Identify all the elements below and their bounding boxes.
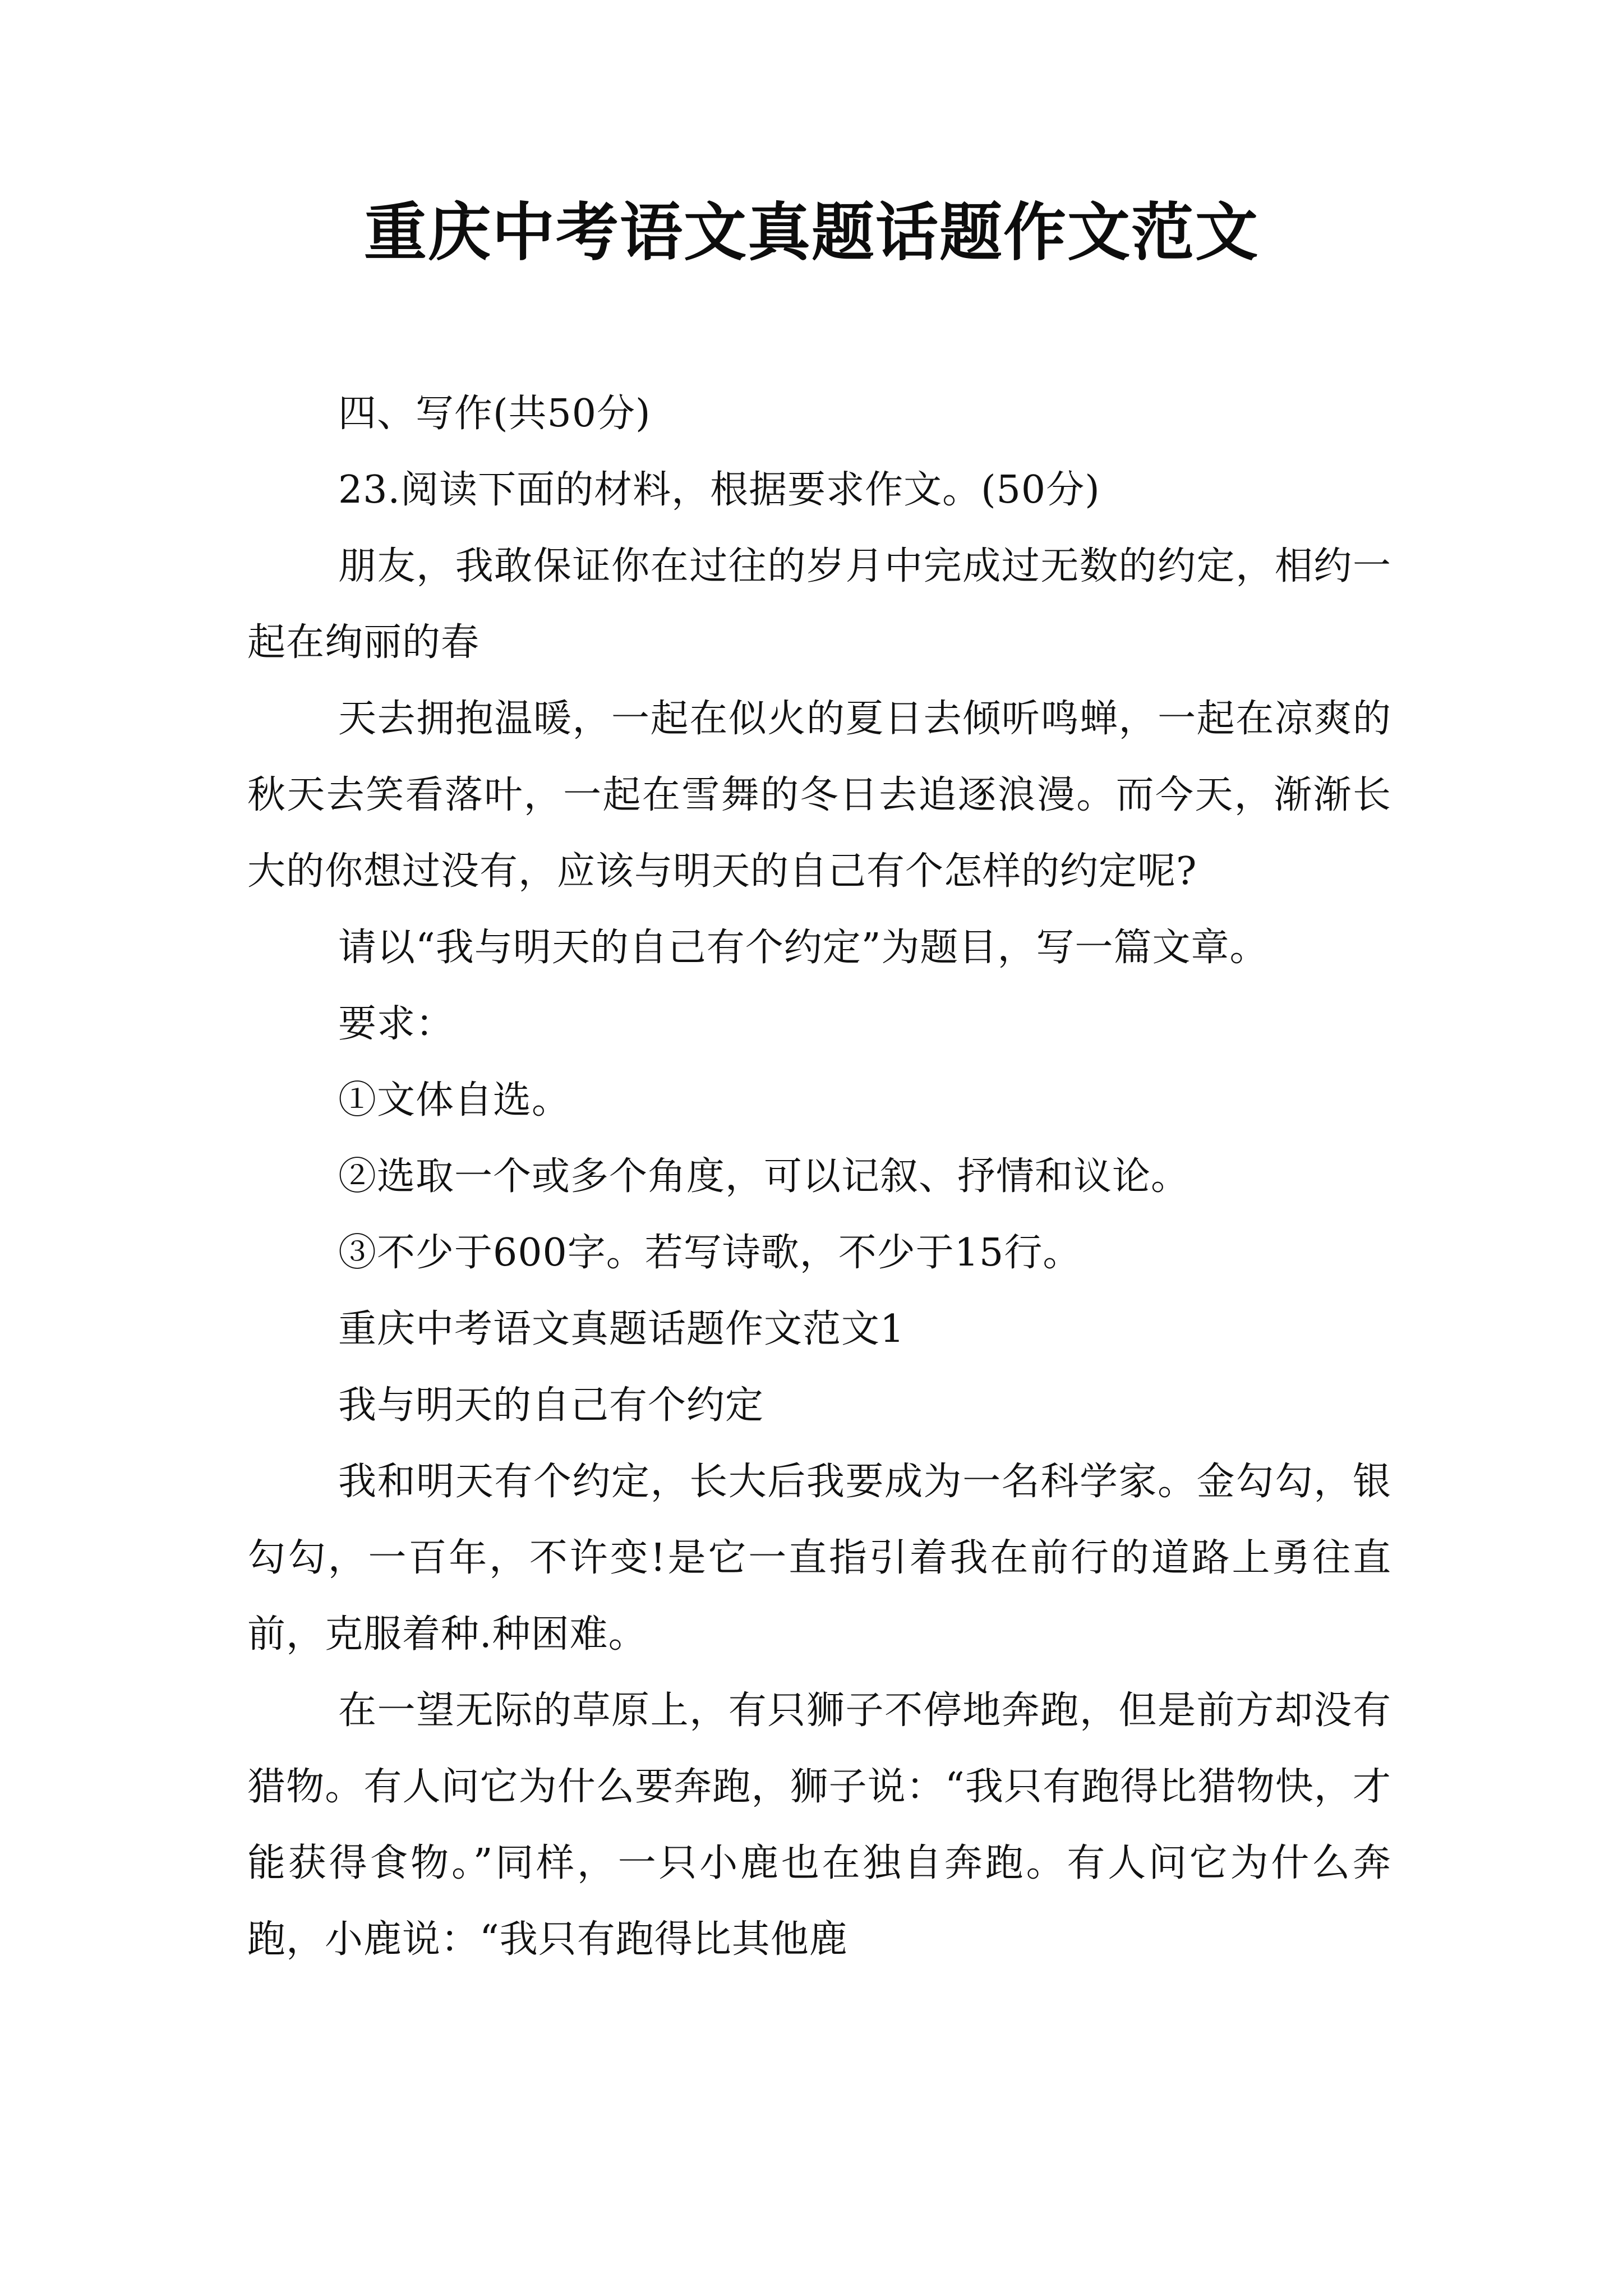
requirement-item: ①文体自选。	[338, 1078, 571, 1122]
question-prompt: 23.阅读下面的材料，根据要求作文。(50分)	[338, 468, 1100, 512]
requirement-item: ③不少于600字。若写诗歌，不少于15行。	[338, 1231, 1082, 1275]
requirements-heading: 要求：	[338, 1002, 455, 1046]
document-title: 重庆中考语文真题话题作文范文	[364, 196, 1259, 269]
sample-essay-heading: 重庆中考语文真题话题作文范文1	[338, 1307, 905, 1351]
essay-title: 我与明天的自己有个约定	[338, 1383, 764, 1428]
document-body	[247, 376, 1391, 1978]
material-paragraph: 天去拥抱温暖，一起在似火的夏日去倾听鸣蝉，一起在凉爽的秋天去笑看落叶，一起在雪舞的冬日去追逐浪漫。而今天，渐渐长大的你想过没有，应该与明天的自己有个怎样的约定呢?	[247, 697, 1391, 894]
essay-paragraph: 在一望无际的草原上，有只狮子不停地奔跑，但是前方却没有猎物。有人问它为什么要奔跑，狮子说：“我只有跑得比猎物快，才能获得食物。”同样，一只小鹿也在独自奔跑。有人问它为什么奔跑，小鹿说：“我只有跑得比其他鹿	[247, 1688, 1391, 1962]
material-paragraph: 朋友，我敢保证你在过往的岁月中完成过无数的约定，相约一起在绚丽的春	[247, 544, 1391, 665]
requirement-item: ②选取一个或多个角度，可以记叙、抒情和议论。	[338, 1154, 1190, 1199]
section-heading: 四、写作(共50分)	[338, 392, 651, 436]
essay-paragraph: 我和明天有个约定，长大后我要成为一名科学家。金勾勾，银勾勾，一百年，不许变!是它一直指引着我在前行的道路上勇往直前，克服着种.种困难。	[247, 1460, 1391, 1657]
essay-instruction: 请以“我与明天的自己有个约定”为题目，写一篇文章。	[338, 926, 1269, 970]
